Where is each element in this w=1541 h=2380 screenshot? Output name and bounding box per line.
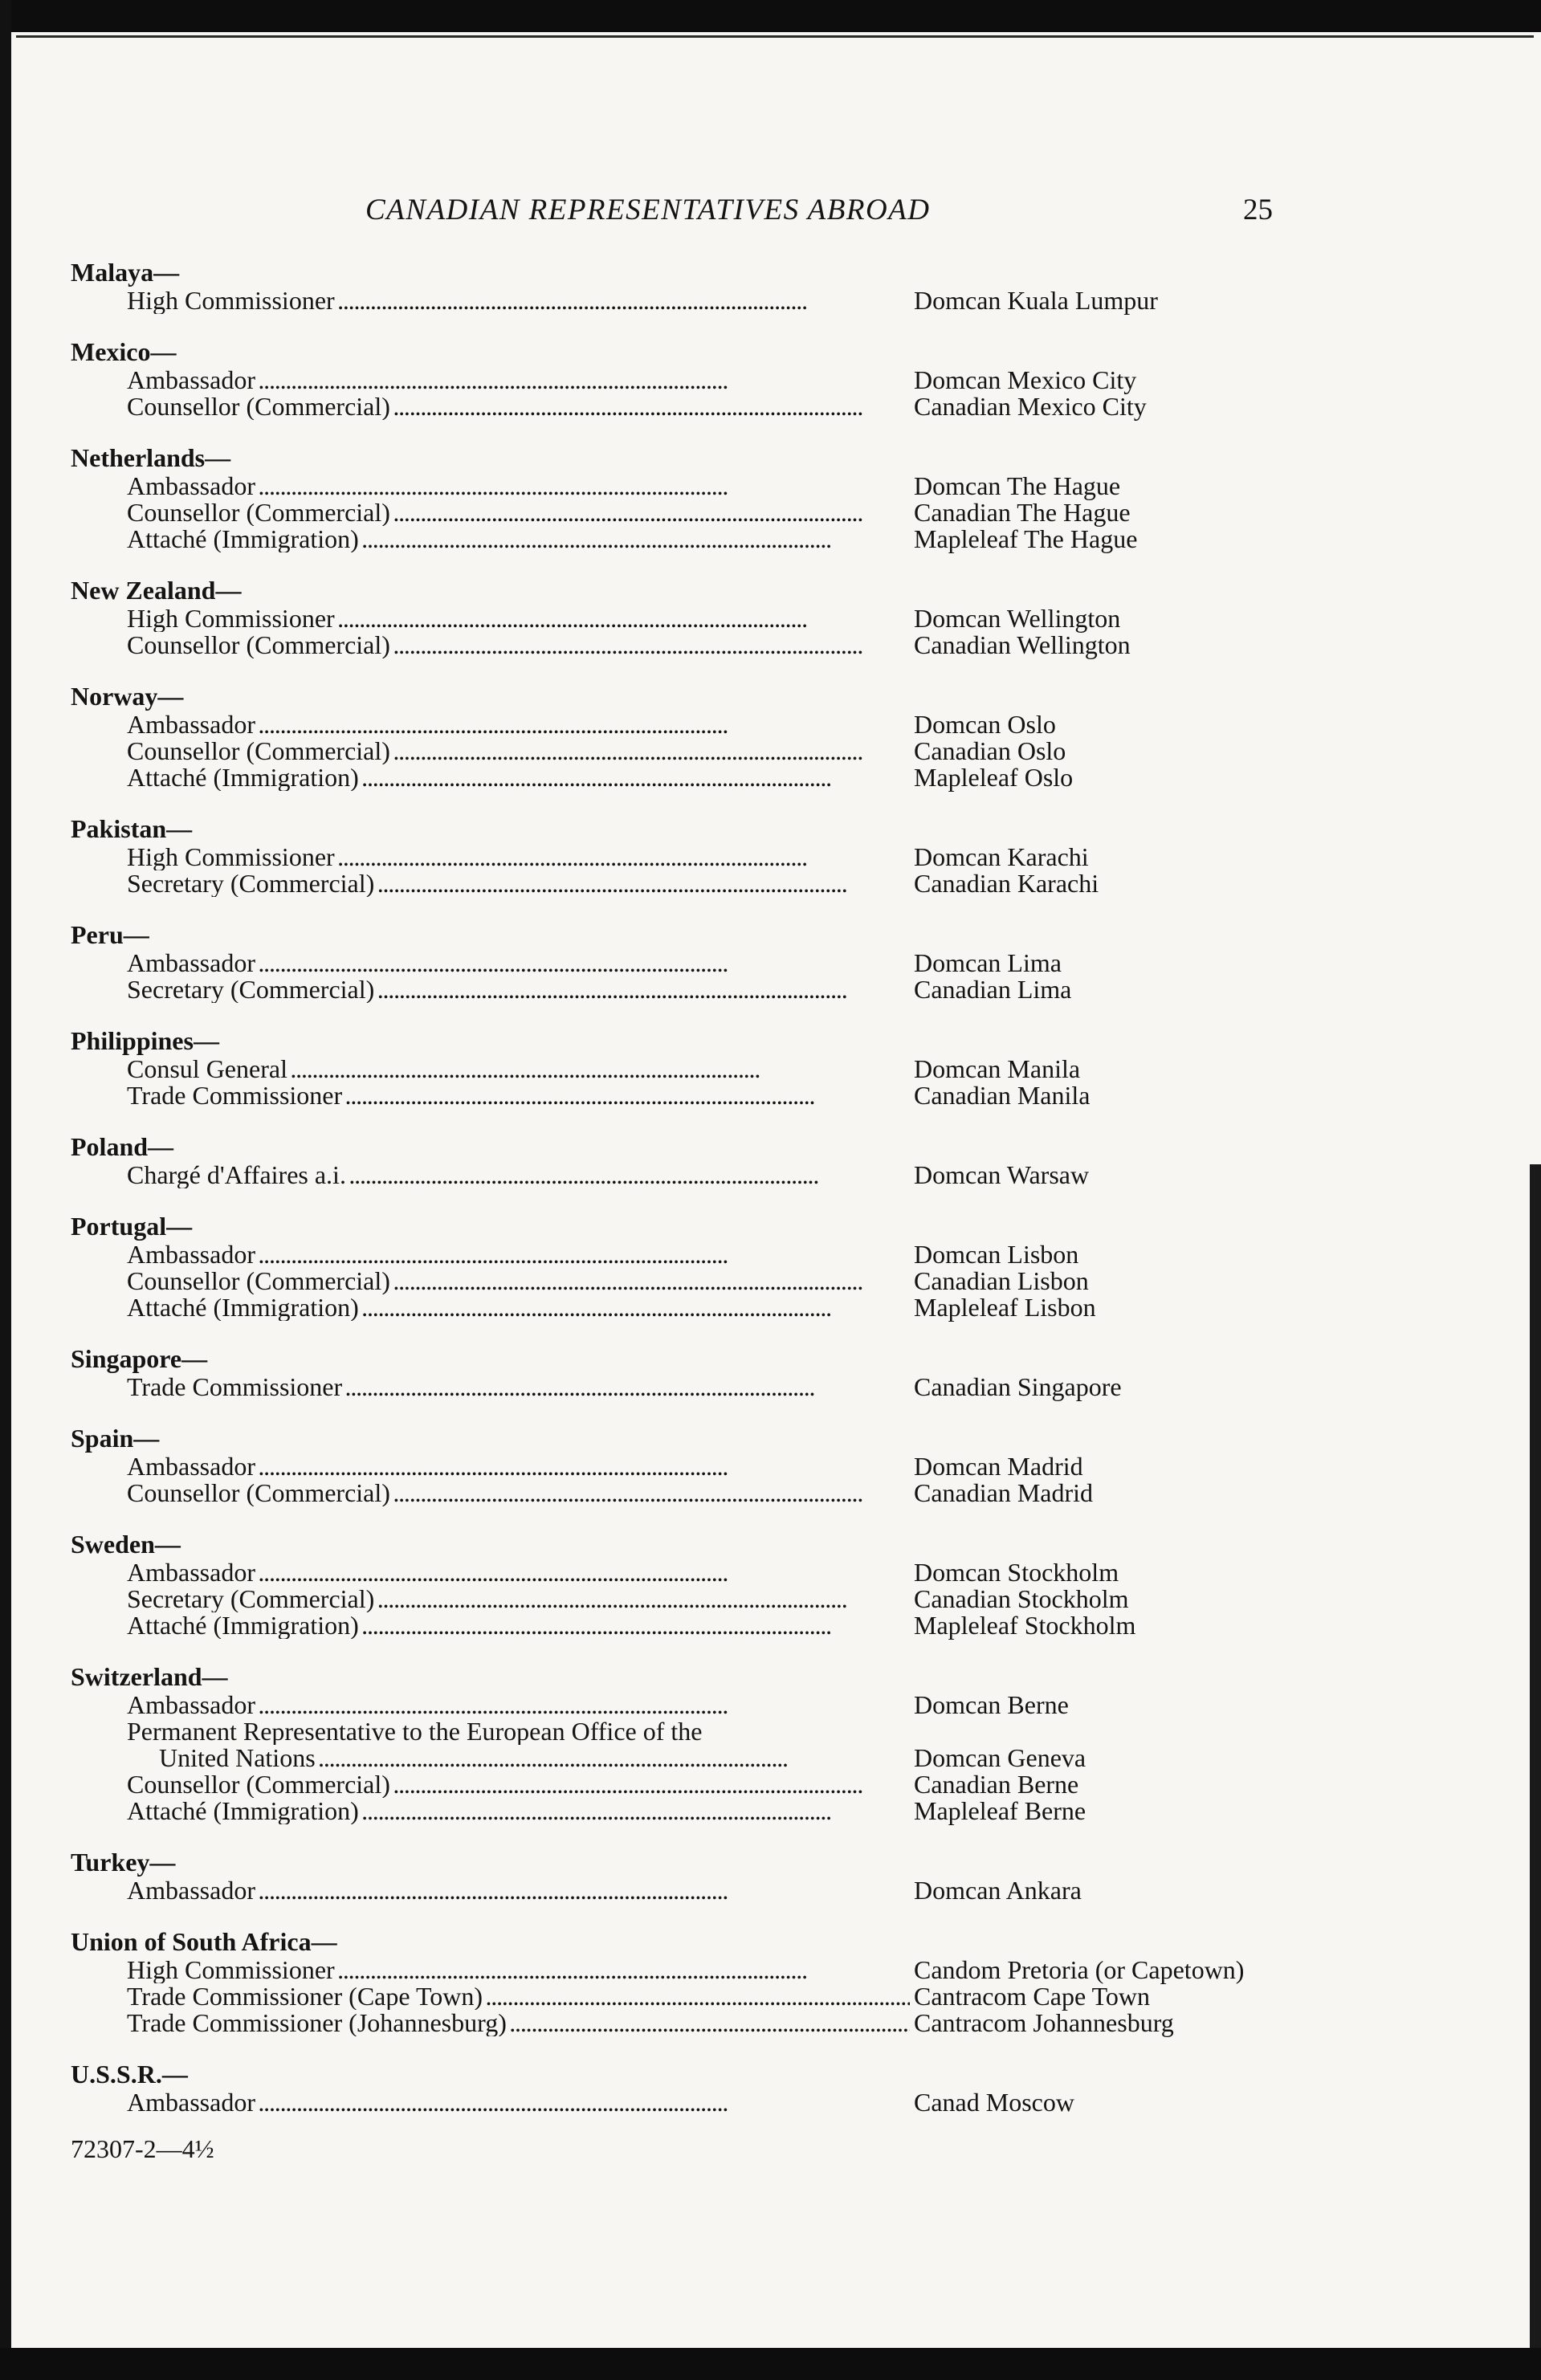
country-section [71,1530,1275,1639]
entry-role: Attaché (Immigration) . . . [127,1294,910,1321]
entry-role: Secretary (Commercial) . . . [127,870,910,897]
entry-cable-address: Domcan Oslo [914,710,1056,739]
directory-list [71,259,1275,2140]
entry-cable-address: Domcan Ankara [914,1876,1082,1905]
entry-cable-address: Domcan Lima [914,948,1062,977]
entry-role: High Commissioner . . . [127,605,910,632]
entry-cable-address: Domcan The Hague [914,471,1121,500]
entry-cable-address: Mapleleaf Stockholm [914,1611,1136,1640]
entry-role: Ambassador . . . [127,367,910,393]
entry-cable-address: Domcan Kuala Lumpur [914,286,1158,315]
country-heading: New Zealand— [71,576,242,605]
entry-row [71,1453,1275,1480]
entry-role: Attaché (Immigration) . . . [127,526,910,552]
entry-cable-address: Domcan Mexico City [914,365,1137,394]
entry-role: Counsellor (Commercial) . . . [127,738,910,764]
country-section [71,1345,1275,1400]
entry-cable-address: Mapleleaf Lisbon [914,1293,1096,1322]
country-section [71,1027,1275,1109]
entry-role: High Commissioner . . . [127,844,910,870]
entry-cable-address: Mapleleaf Berne [914,1796,1086,1825]
scan-edge-line [16,35,1534,38]
country-heading: U.S.S.R.— [71,2060,188,2089]
entry-row [71,1877,1275,1904]
entry-row [71,738,1275,764]
entry-role: Consul General . . . [127,1056,910,1082]
country-heading: Spain— [71,1424,160,1453]
country-heading: Poland— [71,1132,174,1161]
entry-row [71,1745,1275,1771]
country-heading: Sweden— [71,1530,181,1559]
entry-cable-address: Domcan Wellington [914,604,1121,633]
entry-role: United Nations . . . [159,1745,910,1771]
entry-row [71,764,1275,791]
entry-role: Trade Commissioner . . . [127,1082,910,1109]
country-heading: Peru— [71,920,149,949]
entry-row [71,1294,1275,1321]
entry-role: Ambassador . . . [127,950,910,976]
entry-cable-address: Domcan Lisbon [914,1240,1079,1269]
entry-role: Attaché (Immigration) . . . [127,764,910,791]
country-section [71,1212,1275,1321]
entry-role: Chargé d'Affaires a.i. . . . [127,1162,910,1188]
entry-role: Trade Commissioner (Cape Town) . . . [127,1983,910,2010]
entry-row [71,1241,1275,1268]
entry-row [71,367,1275,393]
entry-role: Secretary (Commercial) . . . [127,1586,910,1612]
entry-role: Trade Commissioner . . . [127,1374,910,1400]
entry-cable-address: Canadian Karachi [914,869,1099,898]
entry-row [71,473,1275,499]
page-number: 25 [1243,194,1273,226]
entry-role: Attaché (Immigration) . . . [127,1612,910,1639]
entry-row [71,1983,1275,2010]
scan-border-left [0,0,11,2380]
entry-role: Counsellor (Commercial) . . . [127,1771,910,1798]
entry-row [71,1771,1275,1798]
entry-role: Counsellor (Commercial) . . . [127,1268,910,1294]
entry-cable-address: Canadian Manila [914,1081,1091,1110]
entry-cable-address: Domcan Madrid [914,1452,1083,1481]
country-section [71,683,1275,791]
entry-cable-address: Canad Moscow [914,2088,1074,2117]
entry-cable-address: Canadian Wellington [914,630,1131,659]
entry-row [71,1268,1275,1294]
entry-role: Ambassador . . . [127,473,910,499]
entry-role: Ambassador . . . [127,1692,910,1718]
country-section [71,815,1275,897]
entry-cable-address: Domcan Stockholm [914,1558,1119,1587]
country-heading: Union of South Africa— [71,1927,337,1956]
entry-cable-address: Canadian Mexico City [914,392,1147,421]
entry-role: Ambassador . . . [127,1453,910,1480]
entry-role: Ambassador . . . [127,1877,910,1904]
entry-row [71,976,1275,1003]
country-section [71,259,1275,314]
entry-role: Permanent Representative to the European Office of the [127,1718,703,1745]
scan-border-bottom [0,2348,1541,2380]
entry-row [71,844,1275,870]
entry-role: High Commissioner . . . [127,1957,910,1983]
entry-row [71,711,1275,738]
country-heading: Mexico— [71,337,177,366]
entry-cable-address: Domcan Geneva [914,1743,1086,1772]
entry-row [71,632,1275,658]
country-heading: Switzerland— [71,1662,228,1691]
entry-role: Ambassador . . . [127,711,910,738]
scan-border-top [0,0,1541,32]
entry-row [71,1586,1275,1612]
country-section [71,1133,1275,1188]
running-title: CANADIAN REPRESENTATIVES ABROAD [365,194,931,226]
country-section [71,444,1275,552]
entry-role: High Commissioner . . . [127,287,910,314]
entry-cable-address: Canadian Lima [914,975,1072,1004]
entry-cable-address: Cantracom Johannesburg [914,2008,1174,2037]
country-section [71,1848,1275,1904]
entry-row [71,1559,1275,1586]
entry-row [71,2010,1275,2036]
entry-role: Ambassador . . . [127,1559,910,1586]
country-section [71,2060,1275,2116]
entry-cable-address: Candom Pretoria (or Capetown) [914,1955,1245,1984]
entry-cable-address: Cantracom Cape Town [914,1982,1150,2011]
entry-role: Ambassador . . . [127,2089,910,2116]
entry-row [71,1374,1275,1400]
entry-role: Counsellor (Commercial) . . . [127,632,910,658]
entry-row [71,605,1275,632]
entry-role: Trade Commissioner (Johannesburg) . . . [127,2010,910,2036]
entry-row [71,393,1275,420]
entry-row [71,1957,1275,1983]
scan-border-right [1530,1164,1541,2380]
entry-cable-address: Domcan Manila [914,1054,1081,1083]
entry-cable-address: Mapleleaf Oslo [914,763,1074,792]
entry-row [71,1612,1275,1639]
entry-cable-address: Domcan Warsaw [914,1160,1090,1189]
country-section [71,1424,1275,1506]
country-section [71,1663,1275,1824]
entry-cable-address: Canadian Lisbon [914,1266,1089,1295]
entry-cable-address: Canadian Berne [914,1770,1079,1799]
entry-cable-address: Canadian Oslo [914,736,1066,765]
entry-row [71,1162,1275,1188]
country-heading: Netherlands— [71,443,231,472]
country-heading: Singapore— [71,1344,208,1373]
entry-role: Attaché (Immigration) . . . [127,1798,910,1824]
country-section [71,921,1275,1003]
country-heading: Pakistan— [71,814,193,843]
country-section [71,577,1275,658]
country-heading: Malaya— [71,258,180,287]
entry-row [71,1480,1275,1506]
entry-row [71,1056,1275,1082]
entry-cable-address: Canadian Singapore [914,1372,1122,1401]
entry-row [71,526,1275,552]
entry-role: Counsellor (Commercial) . . . [127,393,910,420]
entry-role: Ambassador . . . [127,1241,910,1268]
entry-row [71,1798,1275,1824]
entry-role: Counsellor (Commercial) . . . [127,499,910,526]
page-header [0,193,1541,233]
entry-row [71,870,1275,897]
country-section [71,338,1275,420]
entry-row [71,1692,1275,1718]
entry-row [71,287,1275,314]
entry-role: Counsellor (Commercial) . . . [127,1480,910,1506]
printer-code: 72307-2—4½ [71,2134,214,2163]
entry-row [71,950,1275,976]
entry-cable-address: Domcan Karachi [914,842,1089,871]
entry-row [71,2089,1275,2116]
entry-role: Secretary (Commercial) . . . [127,976,910,1003]
entry-row [71,1718,1275,1745]
country-heading: Portugal— [71,1212,193,1241]
entry-row [71,1082,1275,1109]
country-heading: Turkey— [71,1848,176,1877]
entry-cable-address: Canadian Stockholm [914,1584,1129,1613]
entry-row [71,499,1275,526]
entry-cable-address: Canadian The Hague [914,498,1131,527]
country-section [71,1928,1275,2036]
country-heading: Philippines— [71,1026,219,1055]
entry-cable-address: Domcan Berne [914,1690,1069,1719]
entry-cable-address: Canadian Madrid [914,1478,1094,1507]
country-heading: Norway— [71,682,184,711]
entry-cable-address: Mapleleaf The Hague [914,524,1138,553]
